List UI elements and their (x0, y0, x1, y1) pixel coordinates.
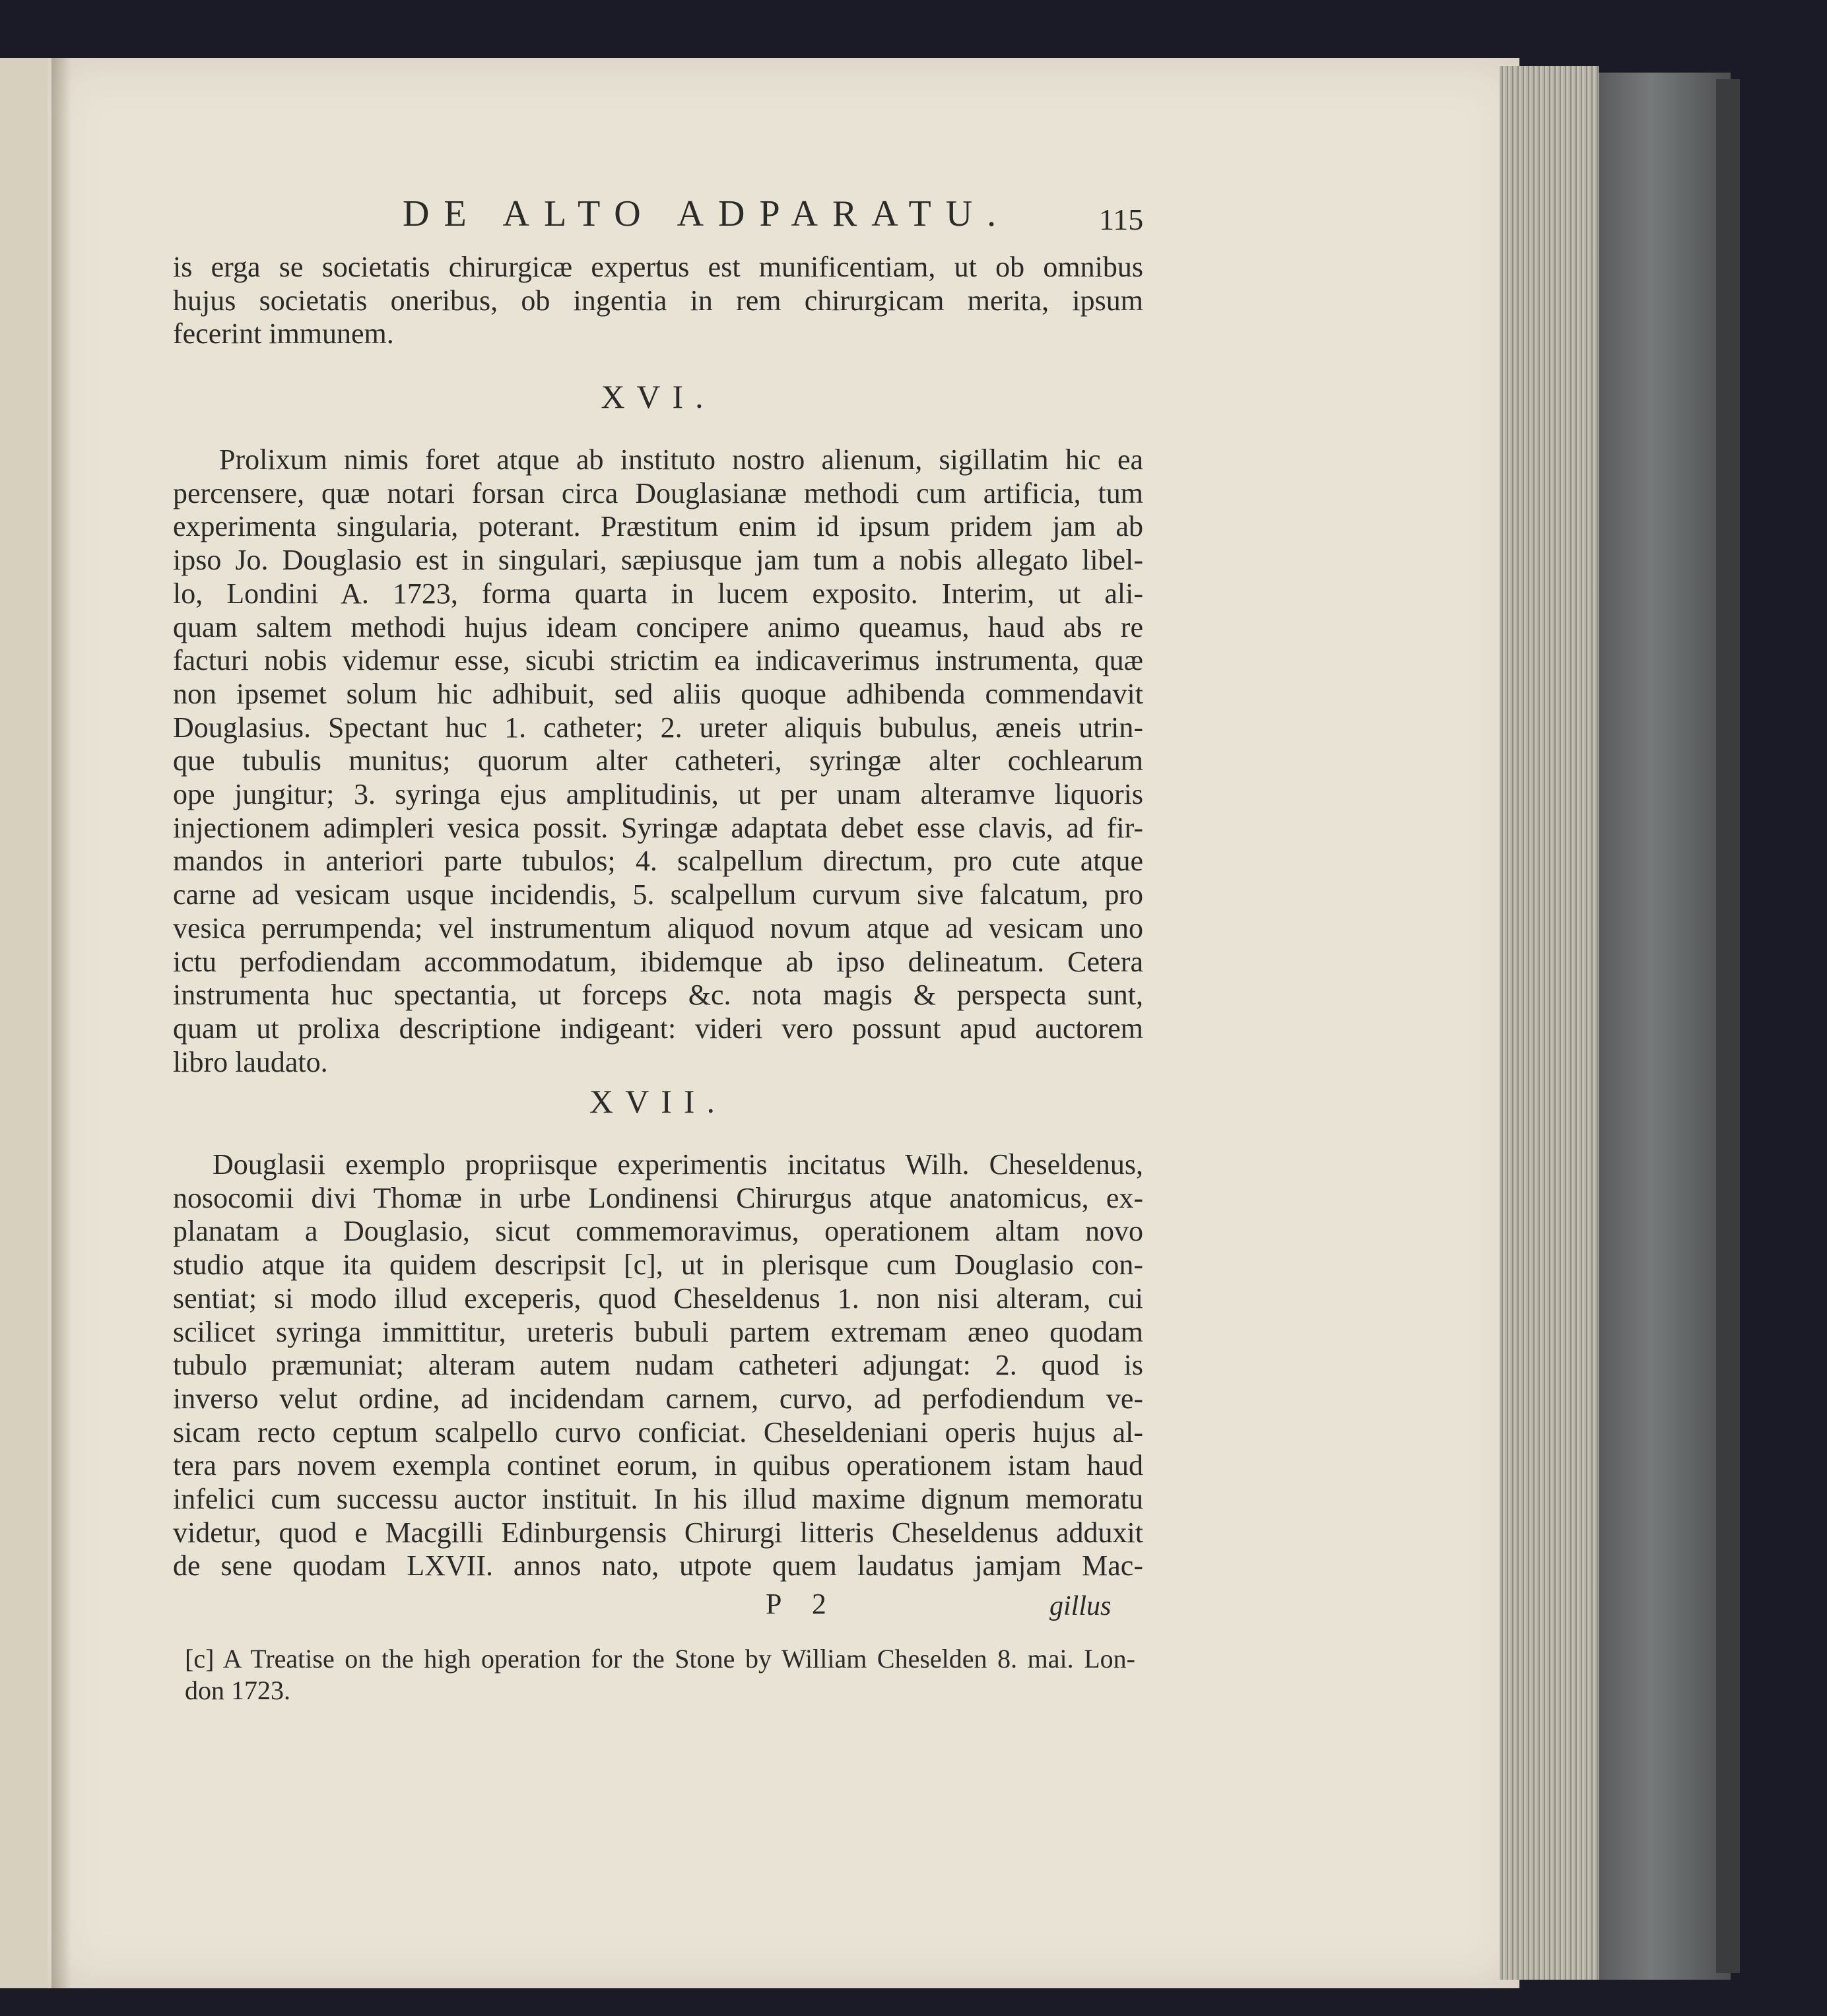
text-line: nosocomii divi Thomæ in urbe Londinensi Chirurgus atque anatomicus, ex- (173, 1181, 1143, 1214)
text-line: fecerint immunem. (173, 317, 394, 350)
signature-mark: P 2 (766, 1588, 838, 1620)
text-line: quam ut prolixa descriptione indigeant: videri vero possunt apud auctorem (173, 1012, 1143, 1045)
text-line: tera pars novem exempla continet eorum, in quibus operationem istam haud (173, 1449, 1143, 1482)
text-line: experimenta singularia, poterant. Præstitum enim id ipsum pridem jam ab (173, 510, 1143, 543)
text-line: non ipsemet solum hic adhibuit, sed aliis quoque adhibenda commendavit (173, 677, 1143, 710)
text-line: ipso Jo. Douglasio est in singulari, sæpiusque jam tum a nobis allegato libel- (173, 544, 1143, 577)
text-line: tubulo præmuniat; alteram autem nudam catheteri adjungat: 2. quod is (173, 1349, 1143, 1382)
text-line: vesica perrumpenda; vel instrumentum aliquod novum atque ad vesicam uno (173, 911, 1143, 944)
footnote-line: don 1723. (185, 1675, 290, 1705)
text-line: is erga se societatis chirurgicæ expertus est munificentiam, ut ob omnibus (173, 251, 1143, 283)
text-line: instrumenta huc spectantia, ut forceps &c. nota magis & perspecta sunt, (173, 979, 1143, 1012)
text-line: scilicet syringa immittitur, ureteris bubuli partem extremam æneo quodam (173, 1315, 1143, 1348)
text-line: infelici cum successu auctor instituit. In his illud maxime dignum memoratu (173, 1483, 1143, 1516)
page-gutter (51, 58, 71, 1988)
text-line: Douglasius. Spectant huc 1. catheter; 2. ureter aliquis bubulus, æneis utrin- (173, 711, 1143, 744)
page-edges (1500, 66, 1599, 1980)
footnote-line: [c] A Treatise on the high operation for the Stone by William Cheselden 8. mai. Lon- (185, 1644, 1135, 1674)
text-line: planatam a Douglasio, sicut commemoravimus, operationem altam novo (173, 1215, 1143, 1248)
text-line: Prolixum nimis foret atque ab instituto nostro alienum, sigillatim hic ea (219, 443, 1143, 476)
text-line: percensere, quæ notari forsan circa Douglasianæ methodi cum artificia, tum (173, 476, 1143, 509)
text-line: videtur, quod e Macgilli Edinburgensis Chirurgi litteris Cheseldenus adduxit (173, 1516, 1143, 1549)
paragraph-top (173, 251, 1143, 351)
text-line: sentiat; si modo illud exceperis, quod Cheseldenus 1. non nisi alteram, cui (173, 1282, 1143, 1315)
text-line: carne ad vesicam usque incidendis, 5. scalpellum curvum sive falcatum, pro (173, 878, 1143, 911)
text-line: quam saltem methodi hujus ideam concipere animo queamus, haud abs re (173, 610, 1143, 643)
text-line: que tubulis munitus; quorum alter catheteri, syringæ alter cochlearum (173, 744, 1143, 777)
text-line: sicam recto ceptum scalpello curvo conficiat. Cheseldeniani operis hujus al- (173, 1415, 1143, 1448)
section-heading-xvi: XVI. (601, 378, 715, 415)
paragraph-xvii (173, 1148, 1143, 1583)
book-cover (1599, 73, 1731, 1980)
text-line: de sene quodam LXVII. annos nato, utpote quem laudatus jamjam Mac- (173, 1549, 1143, 1582)
text-line: ictu perfodiendam accommodatum, ibidemque ab ipso delineatum. Cetera (173, 945, 1143, 978)
previous-page-edge (0, 58, 54, 1988)
running-head: DE ALTO ADPARATU. (403, 193, 1011, 234)
text-line: ope jungitur; 3. syringa ejus amplitudinis, ut per unam alteramve liquoris (173, 778, 1143, 811)
catchword: gillus (1049, 1591, 1112, 1621)
text-line: injectionem adimpleri vesica possit. Syringæ adaptata debet esse clavis, ad fir- (173, 811, 1143, 844)
text-line: hujus societatis oneribus, ob ingentia in rem chirurgicam merita, ipsum (173, 284, 1143, 317)
page-number: 115 (1099, 203, 1144, 236)
paragraph-xvi (173, 443, 1143, 1079)
text-line: lo, Londini A. 1723, forma quarta in lucem exposito. Interim, ut ali- (173, 577, 1143, 610)
text-line: facturi nobis videmur esse, sicubi strictim ea indicaverimus instrumenta, quæ (173, 644, 1143, 677)
text-line: inverso velut ordine, ad incidendam carnem, curvo, ad perfodiendum ve- (173, 1382, 1143, 1415)
text-line: Douglasii exemplo propriisque experimentis incitatus Wilh. Cheseldenus, (213, 1148, 1143, 1181)
book-cover-edge (1716, 79, 1740, 1973)
text-line: studio atque ita quidem descripsit [c], ut in plerisque cum Douglasio con- (173, 1249, 1143, 1282)
text-line: libro laudato. (173, 1045, 328, 1078)
section-heading-xvii: XVII. (589, 1083, 727, 1120)
footnote (185, 1643, 1135, 1707)
text-line: mandos in anteriori parte tubulos; 4. scalpellum directum, pro cute atque (173, 845, 1143, 878)
